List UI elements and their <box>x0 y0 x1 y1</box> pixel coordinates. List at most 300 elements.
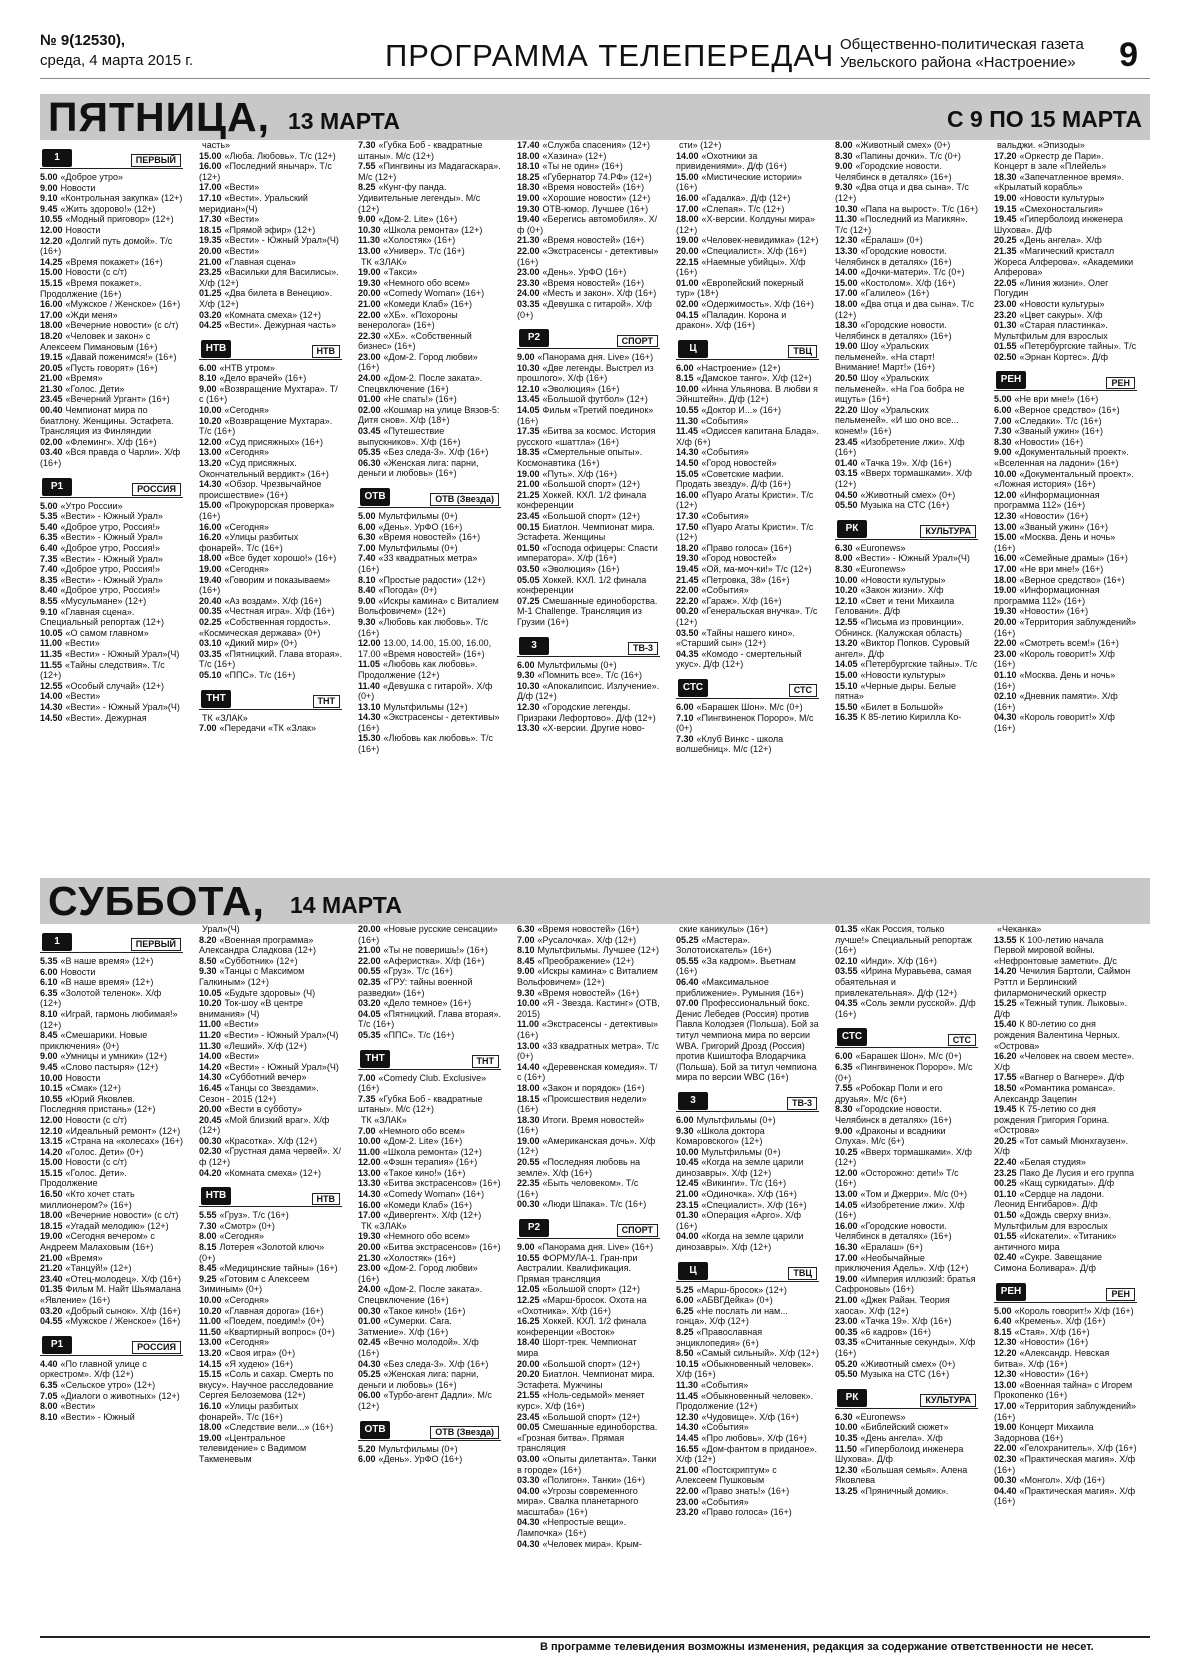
program-title: Шоу «Уральских пельменей». «На старт! Внимание! Март!» (16+) <box>835 341 935 373</box>
program-time: 14.00 <box>40 691 63 702</box>
program-title: «Смотреть всем!» (16+) <box>1019 638 1119 649</box>
program-title: «Одиночка». Х/ф (16+) <box>701 1189 797 1200</box>
program-time: 23.00 <box>994 648 1017 659</box>
program-title: «Груз». Т/с (16+) <box>219 1210 289 1221</box>
program-time: 10.00 <box>199 1295 222 1305</box>
program-title: вальджи. «Эпизоды» <box>997 140 1085 150</box>
program-title: «Свет и тени Михаила Геловани». Д/ф <box>835 595 955 617</box>
program-time: 17.00 <box>676 203 699 214</box>
program-title: «Барашек Шон». М/с (0+) <box>696 701 803 712</box>
program-title: «События» <box>701 1379 749 1390</box>
program-title: «Ты не один» (16+) <box>542 161 623 172</box>
program-time: 00.35 <box>835 1326 858 1337</box>
program-title: «Девушка с гитарой». Х/ф (0+) <box>517 298 652 320</box>
program-title: «Будьте здоровы» (Ч) <box>224 987 316 998</box>
channel-name: ТНТ <box>313 695 341 708</box>
program-title: «Изобретение лжи». Х/ф (16+) <box>835 1199 965 1221</box>
program-title: «Школа ремонта» (12+) <box>383 224 483 235</box>
program-title: «Человек на своем месте». Х/ф <box>994 1051 1135 1072</box>
program-item <box>358 405 501 426</box>
program-title: «Дело темное» (16+) <box>383 998 472 1009</box>
program-time: 16.20 <box>994 1051 1017 1062</box>
program-title: «Вести в субботу» <box>224 1104 303 1115</box>
program-time: 03.35 <box>199 648 222 659</box>
program-title: «Такое кино!» (16+) <box>383 1167 466 1178</box>
program-title: «Гиперболоид инженера Шухова». Д/ф <box>994 214 1123 235</box>
program-item <box>199 1072 342 1083</box>
program-title: «Обыкновенный человек». Х/ф (16+) <box>676 1358 814 1380</box>
program-time: 10.00 <box>676 383 699 394</box>
channel-name: ОТВ (Звезда) <box>430 493 499 506</box>
program-title: К 100-летию начала Первой мировой войны. «Нефронтовые заметки». Д/с <box>994 934 1117 966</box>
program-title: «Слово пастыря» (12+) <box>60 1061 159 1072</box>
program-item <box>517 246 660 267</box>
program-title: «Человек-невидимка» (12+) <box>701 235 819 246</box>
program-title: «Comedy Club. Exclusive» (16+) <box>358 1072 487 1094</box>
program-item <box>994 1083 1137 1104</box>
program-item <box>40 193 183 204</box>
program-time: 11.05 <box>358 659 381 670</box>
channel-name: ТВЦ <box>788 1267 817 1280</box>
program-item <box>199 310 342 321</box>
program-title: «Когда на земле царили динозавры». Х/ф (12+) <box>676 1157 804 1178</box>
program-title: «Не ври мне!» (16+) <box>1014 394 1099 405</box>
program-item <box>835 1200 978 1221</box>
channel-name: КУЛЬТУРА <box>920 525 976 538</box>
program-title: «Драконы и всадники Олуха». М/с (6+) <box>835 1125 946 1147</box>
program-time: 21.00 <box>835 1295 858 1305</box>
program-title: «Я - Звезда. Кастинг» (ОТВ, 2015) <box>517 998 660 1019</box>
program-item <box>358 1115 501 1126</box>
program-time: 17.00 <box>835 1252 858 1263</box>
program-time: 23.00 <box>517 267 540 278</box>
program-time: 18.25 <box>517 171 540 182</box>
program-item <box>358 1359 501 1370</box>
program-title: Новости (с с/т) <box>65 1114 127 1125</box>
program-time: 8.20 <box>199 934 217 945</box>
program-item <box>517 288 660 299</box>
program-item <box>676 1200 819 1211</box>
program-item <box>835 140 978 151</box>
program-title: «Экстрасенсы - детективы» (16+) <box>358 712 500 733</box>
program-time: 6.00 <box>676 1295 694 1306</box>
program-title: «Когда на земле царили динозавры». Х/ф (12+) <box>676 1231 804 1253</box>
program-time: 21.00 <box>676 1189 699 1200</box>
channel-logo-icon: НТВ <box>201 1187 231 1205</box>
program-item <box>994 416 1137 427</box>
program-title: «Сельское утро» (12+) <box>60 1379 156 1390</box>
program-item <box>199 532 342 553</box>
program-item <box>676 575 819 586</box>
program-item <box>676 257 819 278</box>
program-title: «33 квадратных метра» (16+) <box>358 553 478 574</box>
program-item <box>676 1157 819 1178</box>
program-item <box>994 405 1137 416</box>
program-time: 10.30 <box>517 362 540 373</box>
program-time: 23.40 <box>40 1273 63 1284</box>
program-title: «Голос. Дети» <box>65 383 125 394</box>
program-time: 21.00 <box>40 373 63 384</box>
program-time: 6.00 <box>676 701 694 712</box>
program-time: 21.00 <box>358 945 381 956</box>
program-time: 14.30 <box>676 1422 699 1433</box>
program-title: «Белая студия» <box>1019 1157 1086 1168</box>
program-item <box>676 1115 819 1126</box>
program-time: 18.20 <box>40 330 63 341</box>
program-item <box>835 585 978 596</box>
program-time: 20.00 <box>199 245 222 256</box>
program-item <box>676 151 819 172</box>
program-item <box>358 945 501 956</box>
program-item <box>676 490 819 511</box>
program-title: «Вечерние новости» (с с/т) <box>65 320 179 331</box>
program-item <box>358 659 501 680</box>
program-time: 16.00 <box>676 192 699 203</box>
program-time: 02.35 <box>358 976 381 987</box>
program-title: «Ты не поверишь!» (16+) <box>383 945 488 956</box>
program-time: 10.00 <box>676 1146 699 1157</box>
program-title: «Робокар Поли и его друзья». М/с (6+) <box>835 1083 943 1104</box>
program-item <box>358 1210 501 1221</box>
program-time: 18.00 <box>40 1210 63 1221</box>
program-item <box>40 691 183 702</box>
program-time: 02.00 <box>676 298 699 309</box>
program-item <box>676 1348 819 1359</box>
program-title: «Вести» <box>65 638 100 649</box>
program-item <box>517 702 660 723</box>
program-item <box>517 1422 660 1454</box>
program-title: «Время новостей» (16+) <box>537 987 640 998</box>
program-item <box>994 532 1137 553</box>
program-item <box>517 522 660 543</box>
program-time: 02.40 <box>994 1252 1017 1263</box>
program-title: «Комеди Клаб» (16+) <box>383 298 472 309</box>
program-item <box>676 1306 819 1327</box>
program-time: 22.00 <box>994 638 1017 649</box>
program-item <box>676 384 819 405</box>
program-time: 11.00 <box>40 638 63 649</box>
channel-logo-icon: СТС <box>678 679 708 697</box>
program-title: «Марш-бросок. Охота на «Охотника». Х/ф (16+) <box>517 1295 647 1316</box>
program-title: «Новые русские сенсации» (16+) <box>358 924 498 945</box>
program-item <box>358 299 501 310</box>
program-item <box>676 1231 819 1252</box>
program-item <box>676 998 819 1083</box>
program-title: «6 кадров» (16+) <box>860 1326 931 1337</box>
program-time: 19.35 <box>199 235 222 246</box>
program-title: «Городские новости. Челябинск в деталях» (16+) <box>835 1104 952 1125</box>
schedule-column <box>517 140 660 855</box>
program-item <box>358 617 501 638</box>
program-item <box>40 183 183 194</box>
program-title: 13.00, 14.00, 15.00, 16.00, 17.00 «Время новостей» (16+) <box>358 638 492 659</box>
program-item <box>358 310 501 331</box>
program-item <box>994 564 1137 575</box>
program-title: Музыка на СТС (16+) <box>860 500 950 511</box>
program-item <box>358 511 501 522</box>
program-time: 15.25 <box>994 998 1017 1009</box>
program-item <box>676 713 819 734</box>
program-item <box>40 607 183 628</box>
program-title: «Тачка 19». Х/ф (16+) <box>860 1316 952 1327</box>
program-title: «Смехоностальгия» <box>1019 203 1104 214</box>
program-item <box>40 522 183 533</box>
program-item <box>994 1401 1137 1422</box>
program-time: 18.00 <box>676 214 699 225</box>
program-title: «Без следа-3». Х/ф (16+) <box>383 447 489 458</box>
program-item <box>517 966 660 987</box>
program-item <box>517 956 660 967</box>
program-title: «Цвет сакуры». Х/ф <box>1019 309 1103 320</box>
program-item <box>40 681 183 692</box>
program-item <box>994 1019 1137 1051</box>
program-time: 23.00 <box>358 1263 381 1274</box>
program-title: «Доброе утро, Россия!» <box>60 564 161 575</box>
program-item <box>358 1178 501 1189</box>
program-item <box>358 458 501 479</box>
program-time: 5.20 <box>358 1443 376 1454</box>
program-time: 16.00 <box>199 521 222 532</box>
program-item <box>994 1178 1137 1189</box>
program-title: «Субботник» (12+) <box>219 955 298 966</box>
program-title: «Оркестр де Пари». Концерт в зале «Плейель» <box>994 150 1107 172</box>
program-item <box>994 670 1137 691</box>
program-title: «Простые радости» (12+) <box>378 574 486 585</box>
program-title: «Званый ужин» (16+) <box>1014 426 1104 437</box>
program-title: «Империя иллюзий: братья Сафроновы» (16+) <box>835 1273 976 1295</box>
program-time: 9.00 <box>358 595 376 606</box>
program-time: 19.00 <box>835 1273 858 1284</box>
program-item <box>199 1041 342 1052</box>
channel-logo-icon: ОТВ <box>360 1421 390 1439</box>
program-item <box>676 246 819 257</box>
program-time: 10.20 <box>199 998 222 1009</box>
program-time: 10.20 <box>199 1305 222 1316</box>
program-item <box>835 1359 978 1370</box>
program-time: 11.45 <box>676 426 699 437</box>
program-item <box>835 564 978 575</box>
program-title: «События» <box>701 585 749 596</box>
program-title: Чечилия Бартоли, Саймон Рэттл и Берлинский филармонический оркестр <box>994 966 1131 998</box>
program-time: 18.15 <box>199 224 222 235</box>
channel-name: ПЕРВЫЙ <box>131 154 181 167</box>
program-time: 05.25 <box>358 1369 381 1380</box>
program-time: 03.10 <box>199 638 222 649</box>
program-item <box>40 331 183 352</box>
program-title: «Вверх тормашками». Х/ф (12+) <box>835 1146 972 1168</box>
program-time: 12.55 <box>835 616 858 627</box>
channel-header <box>358 1418 501 1441</box>
program-title: «ППС». Т/с (16+) <box>383 1029 455 1040</box>
program-item <box>358 182 501 214</box>
program-time: 01.35 <box>40 1284 63 1295</box>
program-title: «Время новостей» (16+) <box>542 182 645 193</box>
program-item <box>40 363 183 374</box>
program-item <box>835 320 978 341</box>
program-time: 07.00 <box>676 998 699 1009</box>
program-item <box>835 712 978 723</box>
program-time: 16.50 <box>40 1189 63 1200</box>
program-time: 04.30 <box>994 712 1017 723</box>
program-time: 14.45 <box>676 1432 699 1443</box>
program-title: «Новости культуры» <box>860 669 946 680</box>
program-title: «Отец-молодец». Х/ф (16+) <box>65 1273 181 1284</box>
program-time: 13.00 <box>994 1379 1017 1390</box>
program-item <box>517 204 660 215</box>
channel-header <box>835 517 978 540</box>
program-title: «Постскриптум» с Алексеем Пушковым <box>676 1464 777 1486</box>
day-date: 13 МАРТА <box>288 108 400 134</box>
program-title: Мультфильмы (0+) <box>378 511 458 521</box>
program-title: «Настроение» (12+) <box>696 362 781 373</box>
program-time: 8.15 <box>994 1326 1012 1337</box>
program-time: 12.30 <box>994 511 1017 521</box>
program-time: 01.50 <box>517 542 540 553</box>
program-time: 14.30 <box>40 701 63 712</box>
program-time: 9.00 <box>517 1242 535 1253</box>
program-item <box>40 638 183 649</box>
program-time: 11.30 <box>676 1379 699 1390</box>
program-item <box>835 1104 978 1125</box>
program-item <box>994 437 1137 448</box>
program-time: 8.30 <box>994 436 1012 447</box>
program-item <box>835 1327 978 1338</box>
program-item <box>835 1242 978 1253</box>
program-item <box>40 511 183 522</box>
program-item <box>517 267 660 278</box>
program-time: 13.00 <box>199 1337 222 1348</box>
program-title: Новости (с с/т) <box>65 1157 127 1168</box>
channel-logo-icon: РК <box>837 520 867 538</box>
program-item <box>994 278 1137 299</box>
program-time: 04.25 <box>199 320 222 331</box>
channel-logo-icon: 1 <box>42 149 72 167</box>
program-time: 22.00 <box>676 1485 699 1496</box>
program-time: 11.40 <box>358 680 381 691</box>
program-item <box>199 1422 342 1433</box>
program-time: 16.00 <box>676 489 699 500</box>
schedule-column <box>835 924 978 1629</box>
program-title: «Мужское / Женское» (16+) <box>65 1316 181 1327</box>
channel-name: ПЕРВЫЙ <box>131 938 181 951</box>
program-item <box>358 681 501 702</box>
program-time: 23.45 <box>517 1411 540 1422</box>
program-title: «Главная сцена». Специальный репортаж (12+) <box>40 606 164 628</box>
program-title: «События» <box>701 447 749 458</box>
program-title: «Все будет хорошо!» (16+) <box>224 553 337 564</box>
program-title: «Король говорит!» Х/ф (16+) <box>994 712 1115 733</box>
program-time: 10.20 <box>199 415 222 426</box>
program-item <box>835 1051 978 1062</box>
program-title: «Эволюция» (16+) <box>542 383 620 394</box>
program-title: «33 квадратных метра». Т/с (0+) <box>517 1040 659 1062</box>
program-item <box>994 1136 1137 1157</box>
program-time: 10.55 <box>40 1093 63 1104</box>
program-time: 03.55 <box>835 966 858 977</box>
program-title: «Ералаш» (6+) <box>860 1242 923 1253</box>
program-title: «Про любовь». Х/ф (16+) <box>701 1432 807 1443</box>
program-item <box>517 1369 660 1390</box>
program-title: «Школа ремонта» (12+) <box>383 1146 482 1157</box>
program-title: «Гараж». Х/ф (16+) <box>701 595 782 606</box>
program-item <box>40 236 183 257</box>
program-time: 11.00 <box>199 1316 222 1327</box>
program-time: 01.25 <box>199 288 222 299</box>
program-item <box>994 1210 1137 1231</box>
program-item <box>676 606 819 627</box>
program-item <box>994 1189 1137 1210</box>
program-time: 8.40 <box>358 585 376 596</box>
program-item <box>40 564 183 575</box>
program-item <box>358 1200 501 1211</box>
program-time: 7.30 <box>994 426 1012 437</box>
program-item <box>358 235 501 246</box>
program-time: 17.10 <box>199 192 222 203</box>
program-time: 20.00 <box>358 924 381 934</box>
program-title: «Верное средство» (16+) <box>1019 574 1125 585</box>
channel-name: ТВЦ <box>788 345 817 358</box>
program-time: 01.35 <box>835 924 858 934</box>
schedule-column <box>835 140 978 855</box>
program-item <box>358 1316 501 1337</box>
program-item <box>517 140 660 151</box>
program-time: 5.00 <box>994 1305 1012 1316</box>
program-item <box>358 1147 501 1158</box>
program-item <box>199 161 342 182</box>
program-item <box>994 1422 1137 1443</box>
program-item <box>40 447 183 468</box>
program-time: 12.00 <box>994 489 1017 500</box>
program-title: «Пингвиненок Пороро». М/с (0+) <box>676 712 814 734</box>
program-time: 15.50 <box>835 701 858 712</box>
program-title: «Дом-2. После заката». Спецвключение (16+) <box>358 1284 483 1305</box>
program-time: 4.40 <box>40 1358 58 1369</box>
program-time: 03.40 <box>40 447 63 458</box>
program-title: «ХБ». «Собственный бизнес» (16+) <box>358 330 472 352</box>
program-time: 16.00 <box>835 1220 858 1231</box>
program-title: «Экстрасенсы - детективы» (16+) <box>517 245 659 267</box>
program-time: 19.00 <box>517 1135 540 1146</box>
program-time: 18.20 <box>676 542 699 553</box>
program-item <box>199 140 342 151</box>
program-item <box>199 1019 342 1030</box>
program-item <box>994 172 1137 193</box>
program-title: «Мастера». Золотоискатель» (16+) <box>676 934 772 956</box>
program-time: 7.55 <box>358 161 376 172</box>
program-title: «Угрозы современного мира». Свалка планетарного масштаба» (16+) <box>517 1485 639 1517</box>
program-title: «Губка Боб - квадратные штаны». М/с (12+) <box>358 1093 483 1115</box>
program-time: 12.10 <box>517 383 540 394</box>
program-title: «Магический кристалл Жореса Алферова». «Академики Алферова» <box>994 245 1134 278</box>
program-title: «Как Россия, только лучше!» Специальный репортаж (16+) <box>835 924 972 956</box>
program-title: «Субботний вечер» <box>224 1072 307 1083</box>
program-item <box>835 596 978 617</box>
program-time: 14.50 <box>40 712 63 723</box>
program-item <box>676 1359 819 1380</box>
program-time: 9.45 <box>40 1061 58 1072</box>
program-title: «Последний янычар». Т/с (12+) <box>199 161 332 182</box>
program-time: 02.30 <box>994 1453 1017 1464</box>
program-item <box>199 596 342 607</box>
program-time: 13.00 <box>199 447 222 458</box>
program-title: «Вести». Уральский меридиан»(Ч) <box>199 192 308 214</box>
program-title: «Дневник памяти». Х/ф (16+) <box>994 691 1118 712</box>
program-time: 21.55 <box>517 1390 540 1401</box>
program-title: ские каникулы» (16+) <box>679 924 768 934</box>
program-title: «Вести» <box>60 1401 96 1412</box>
program-time: 04.00 <box>517 1485 540 1496</box>
program-time: 22.00 <box>994 1443 1017 1454</box>
